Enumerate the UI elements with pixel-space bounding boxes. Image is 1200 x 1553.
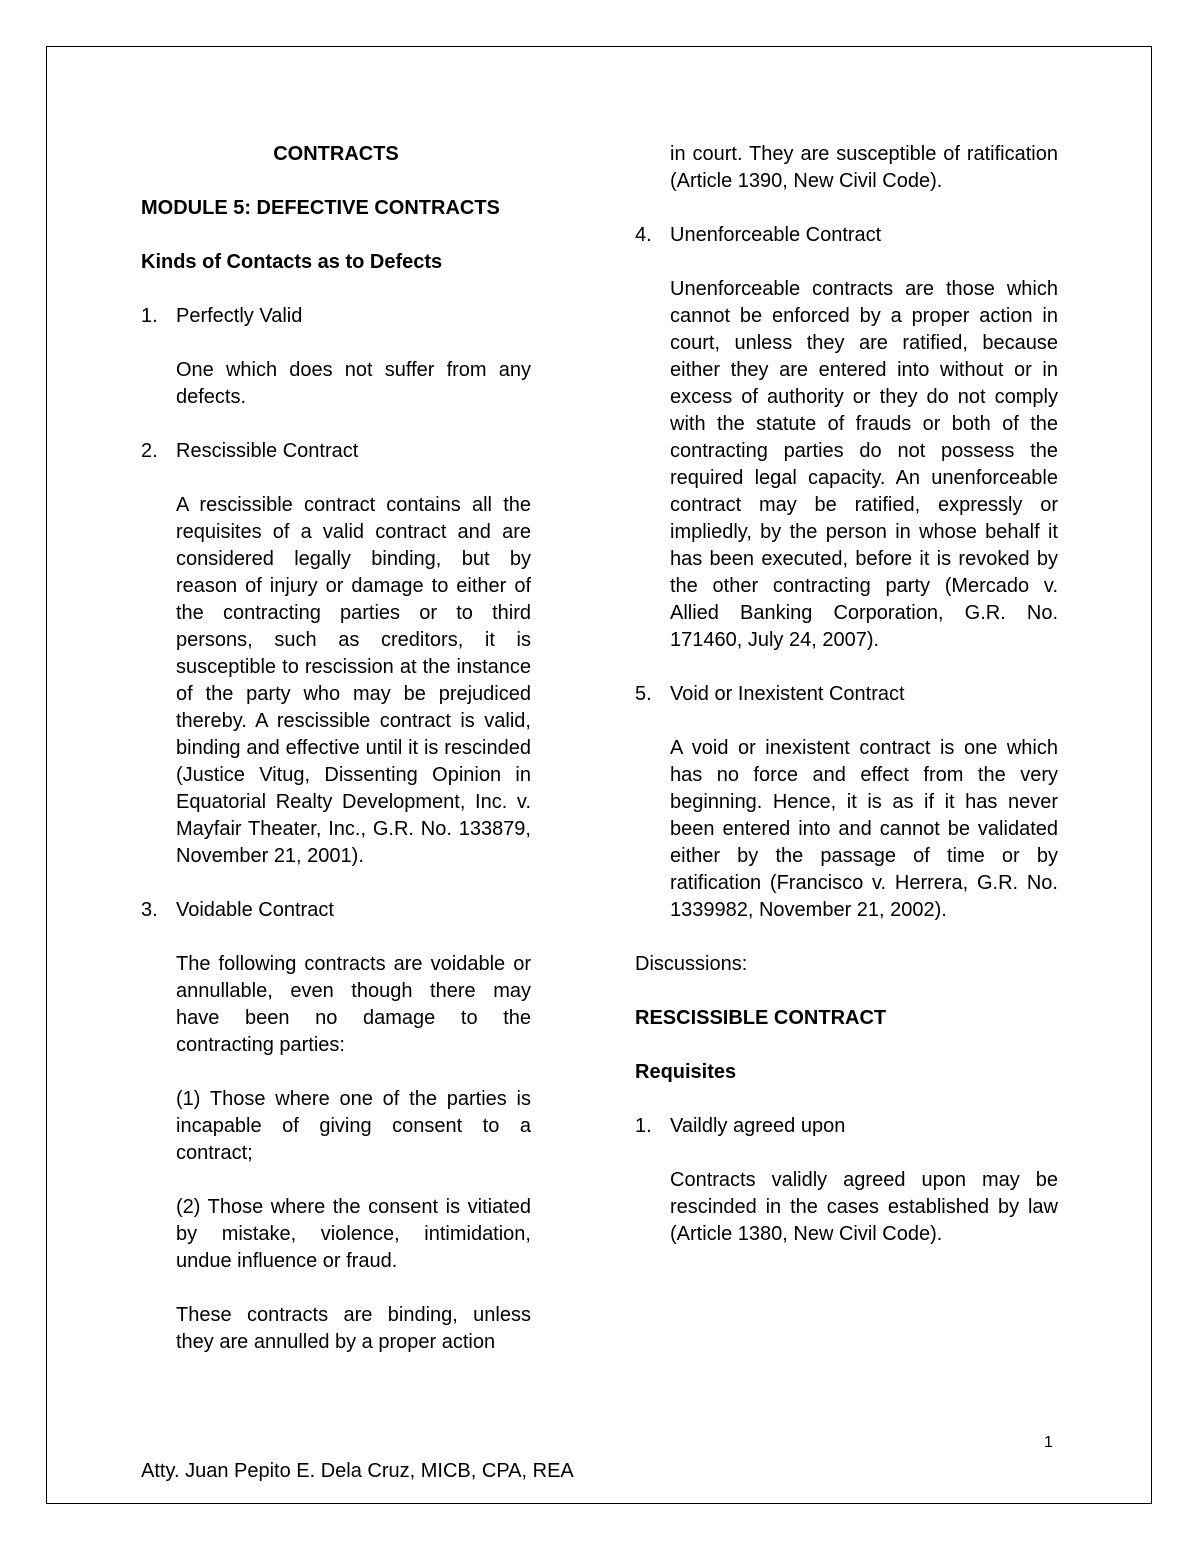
rescissible-heading: RESCISSIBLE CONTRACT [635, 1007, 887, 1029]
item-label: Vaildly agreed upon [670, 1115, 846, 1137]
item-number: 3. [141, 899, 158, 921]
discussions-label: Discussions: [635, 953, 748, 975]
item-title [141, 303, 531, 330]
item-title [635, 1113, 1058, 1140]
item-paragraph: One which does not suffer from any defects. [176, 359, 531, 408]
item-paragraph: (2) Those where the consent is vitiated by mistake, violence, intimidation, undue influence or fraud. [176, 1196, 531, 1272]
item-paragraph: (1) Those where one of the parties is incapable of giving consent to a contract; [176, 1088, 531, 1164]
list-item [141, 897, 531, 1356]
item-number: 2. [141, 440, 158, 462]
item-number: 4. [635, 224, 652, 246]
item-title [141, 897, 531, 924]
item-number: 5. [635, 683, 652, 705]
requisites-heading: Requisites [635, 1061, 737, 1083]
item-title [635, 222, 1058, 249]
item-label: Perfectly Valid [176, 305, 303, 327]
item-paragraph: Unenforceable contracts are those which cannot be enforced by a proper action in court, unless they are ratified, because either they are entered into without or in excess of authority or they do not comply with the statute of frauds or both of the contracting parties do not possess the required legal capacity. An unenforceable contract may be ratified, expressly or impliedly, by the person in whose behalf it has been executed, before it is revoked by the other contracting party (Mercado v. Allied Banking Corporation, G.R. No. 171460, July 24, 2007). [670, 278, 1058, 651]
kinds-heading: Kinds of Contacts as to Defects [141, 251, 443, 273]
item-paragraph: A void or inexistent contract is one which has no force and effect from the very beginning. Hence, it is as if it has never been entered into and cannot be validated either by the passage of time or by ratification (Francisco v. Herrera, G.R. No. 1339982, November 21, 2002). [670, 737, 1058, 921]
continuation-paragraph: in court. They are susceptible of ratification (Article 1390, New Civil Code). [670, 143, 1058, 192]
item-label: Unenforceable Contract [670, 224, 882, 246]
item-label: Voidable Contract [176, 899, 334, 921]
item-number: 1. [141, 305, 158, 327]
item-label: Rescissible Contract [176, 440, 359, 462]
item-label: Void or Inexistent Contract [670, 683, 905, 705]
list-item [635, 222, 1058, 654]
item-number: 1. [635, 1115, 652, 1137]
list-item [141, 438, 531, 870]
left-column [141, 141, 531, 1383]
item-paragraph: These contracts are binding, unless they are annulled by a proper action [176, 1304, 531, 1353]
right-column [635, 141, 1058, 1275]
item-paragraph: The following contracts are voidable or annullable, even though there may have been no damage to the contracting parties: [176, 953, 531, 1056]
list-item [635, 1113, 1058, 1248]
module-heading: MODULE 5: DEFECTIVE CONTRACTS [141, 197, 500, 219]
document-title: CONTRACTS [273, 143, 399, 165]
list-item [141, 303, 531, 411]
item-paragraph: Contracts validly agreed upon may be rescinded in the cases established by law (Article 1380, New Civil Code). [670, 1169, 1058, 1245]
item-title [635, 681, 1058, 708]
item-paragraph: A rescissible contract contains all the requisites of a valid contract and are considered legally binding, but by reason of injury or damage to either of the contracting parties or to third persons, such as creditors, it is susceptible to rescission at the instance of the party who may be prejudiced thereby. A rescissible contract is valid, binding and effective until it is rescinded (Justice Vitug, Dissenting Opinion in Equatorial Realty Development, Inc. v. Mayfair Theater, Inc., G.R. No. 133879, November 21, 2001). [176, 494, 531, 867]
list-item [635, 681, 1058, 924]
page-number: 1 [1044, 1434, 1053, 1451]
footer-author: Atty. Juan Pepito E. Dela Cruz, MICB, CPA, REA [141, 1460, 574, 1482]
item-title [141, 438, 531, 465]
